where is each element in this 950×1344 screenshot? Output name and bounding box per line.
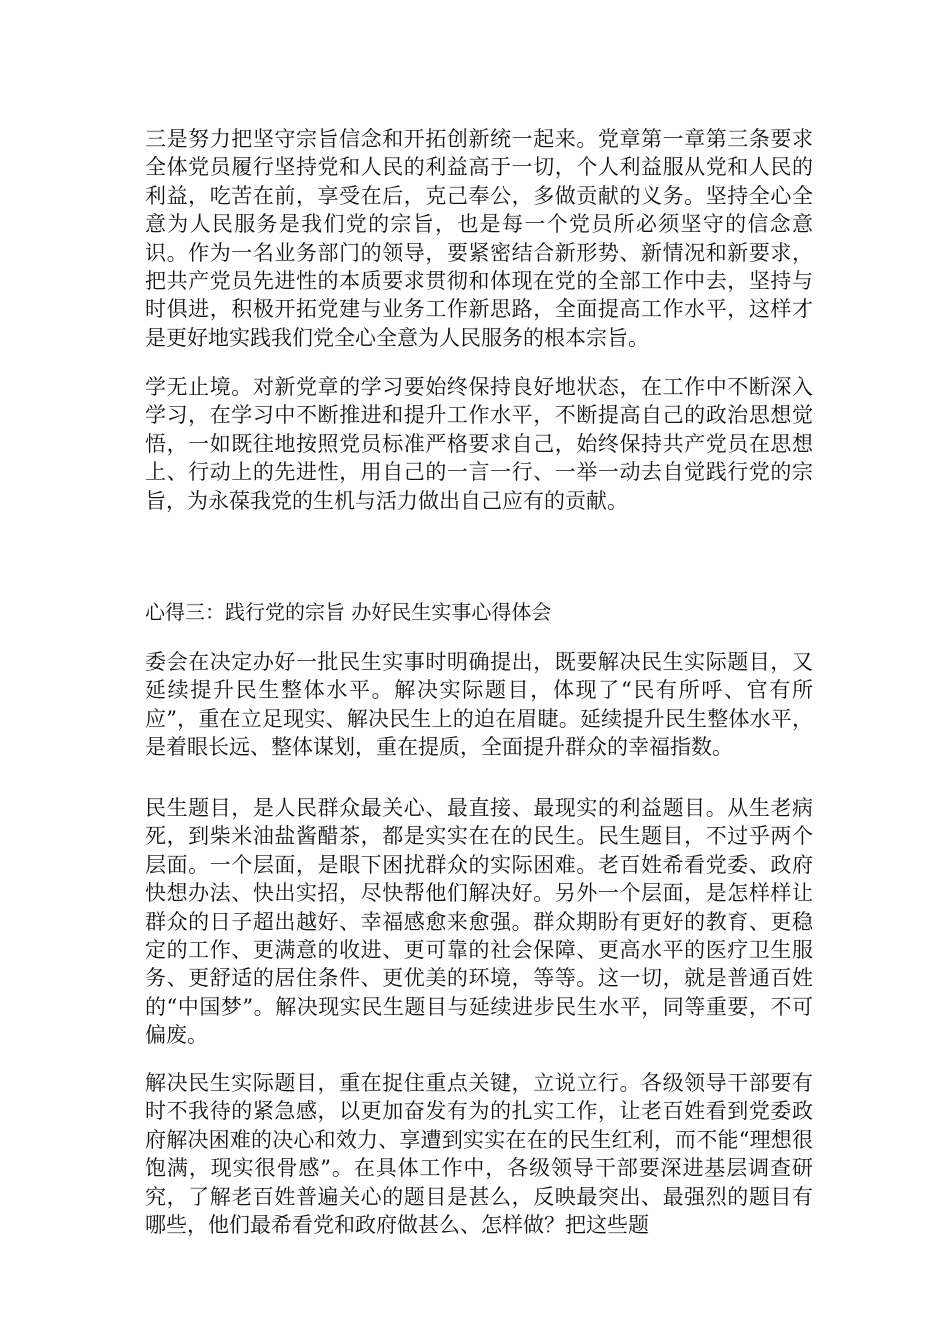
section-heading-insight-three: 心得三：践行党的宗旨 办好民生实事心得体会 bbox=[145, 600, 552, 624]
paragraph-livelihood-decision: 委会在决定办好一批民生实事时明确提出，既要解决民生实际题目，又延续提升民生整体水平。解决实际题目，体现了“民有所呼、官有所应”，重在立足现实、解决民生上的迫在眉睫。延续提升民生整体水平，是着眼长远、整体谋划，重在提质，全面提升群众的幸福指数。 bbox=[145, 650, 813, 760]
paragraph-livelihood-issues: 民生题目，是人民群众最关心、最直接、最现实的利益题目。从生老病死，到柴米油盐酱醋茶，都是实实在在的民生。民生题目，不过乎两个层面。一个层面，是眼下困扰群众的实际困难。老百姓希看党委、政府快想办法、快出实招，尽快帮他们解决好。另外一个层面，是怎样样让群众的日子超出越好、幸福感愈来愈强。群众期盼有更好的教育、更稳定的工作、更满意的收进、更可靠的社会保障、更高水平的医疗卫生服务、更舒适的居住条件、更优美的环境，等等。这一切，就是普通百姓的“中国梦”。解决现实民生题目与延续进步民生水平，同等重要，不可偏废。 bbox=[145, 796, 813, 1048]
paragraph-party-constitution-purpose: 三是努力把坚守宗旨信念和开拓创新统一起来。党章第一章第三条要求全体党员履行坚持党和人民的利益高于一切，个人利益服从党和人民的利益，吃苦在前，享受在后，克己奉公，多做贡献的义务。坚持全心全意为人民服务是我们党的宗旨，也是每一个党员所必须坚守的信念意识。作为一名业务部门的领导，要紧密结合新形势、新情况和新要求，把共产党员先进性的本质要求贯彻和体现在党的全部工作中去，坚持与时俱进，积极开拓党建与业务工作新思路，全面提高工作水平，这样才是更好地实践我们党全心全意为人民服务的根本宗旨。 bbox=[145, 127, 813, 350]
paragraph-continuous-learning: 学无止境。对新党章的学习要始终保持良好地状态，在工作中不断深入学习，在学习中不断推进和提升工作水平，不断提高自己的政治思想觉悟，一如既往地按照党员标准严格要求自己，始终保持共产党员在思想上、行动上的先进性，用自己的一言一行、一举一动去自觉践行党的宗旨，为永葆我党的生机与活力做出自己应有的贡献。 bbox=[145, 375, 813, 513]
paragraph-solving-livelihood-issues: 解决民生实际题目，重在捉住重点关键，立说立行。各级领导干部要有时不我待的紧急感，以更加奋发有为的扎实工作，让老百姓看到党委政府解决困难的决心和效力、享遭到实实在在的民生红利，而不能“理想很饱满，现实很骨感”。在具体工作中，各级领导干部要深进基层调查研究，了解老百姓普遍关心的题目是甚么，反映最突出、最强烈的题目有哪些，他们最希看党和政府做甚么、怎样做？把这些题 bbox=[145, 1071, 813, 1238]
